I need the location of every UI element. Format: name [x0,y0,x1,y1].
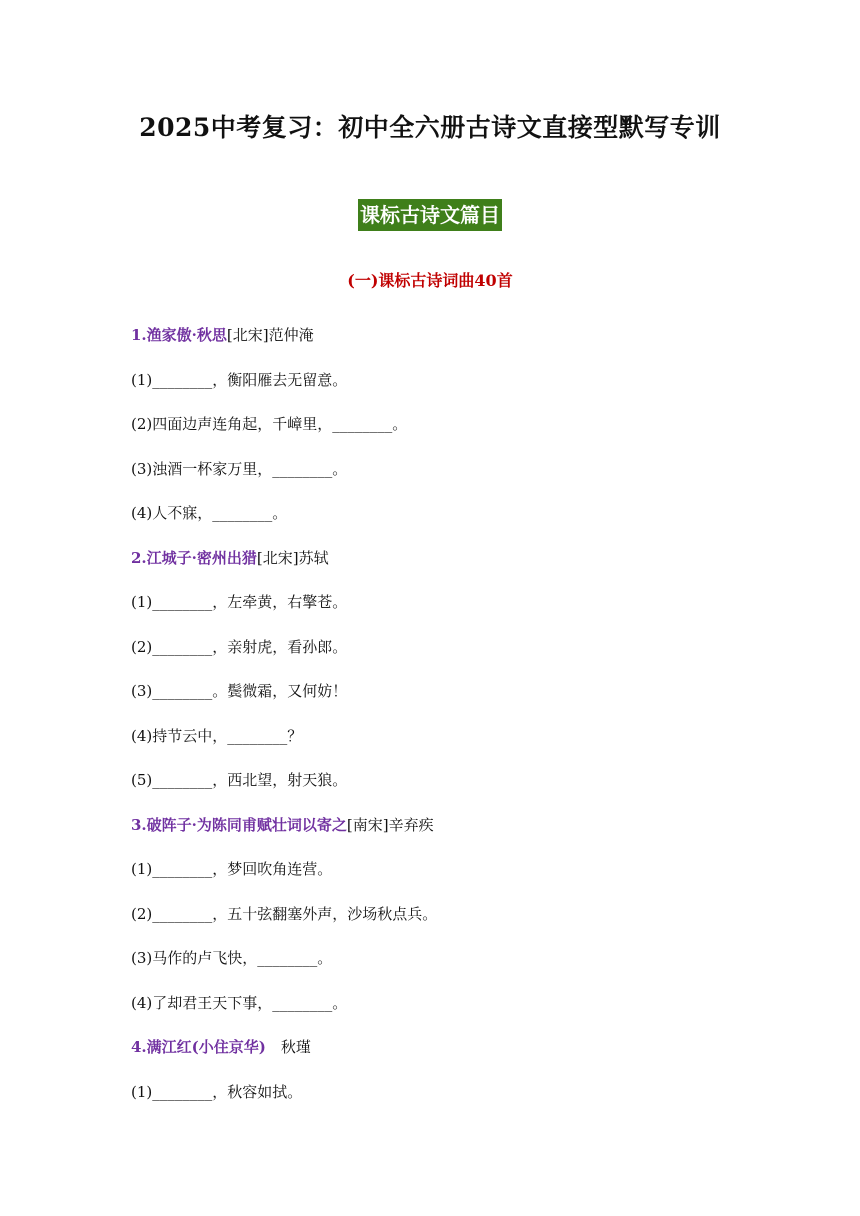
fill-blank-item: (1)________，梦回吹角连营。 [131,860,333,878]
poem-title: 2.江城子·密州出猎 [131,548,257,567]
poem-heading [131,814,831,859]
fill-blank-item: (1)________，秋容如拭。 [131,1082,303,1101]
section-heading: 课标古诗文篇目 [358,199,502,231]
poem-author: [北宋]苏轼 [256,548,329,567]
section-heading-wrap [0,199,860,231]
poem-title: 1.渔家傲·秋思 [131,326,227,344]
fill-blank-item: (2)________，五十弦翻塞外声，沙场秋点兵。 [131,904,438,923]
document-title: 2025中考复习：初中全六册古诗文直接型默写专训 [139,113,721,142]
poem-heading [131,324,831,369]
poem-heading [131,547,831,592]
fill-blank-item: (2)四面边声连角起，千嶂里，________。 [131,415,408,433]
fill-blank-item: (3)浊酒一杯家万里，________。 [131,459,348,478]
poem-author: 秋瑾 [265,1038,311,1056]
poem-author: [北宋]范仲淹 [226,326,314,344]
subsection-heading: (一)课标古诗词曲40首 [347,271,513,290]
fill-blank-item: (1)________，左牵黄，右擎苍。 [131,593,348,611]
fill-blank-item: (4)持节云中，________？ [131,726,303,745]
fill-blank-item: (4)了却君王天下事，________。 [131,993,348,1012]
fill-blank-item: (5)________，西北望，射天狼。 [131,771,348,789]
fill-blank-item: (1)________，衡阳雁去无留意。 [131,370,348,389]
poem-heading [131,1036,831,1081]
fill-blank-item: (3)________。鬓微霜，又何妨！ [131,682,348,700]
fill-blank-item: (3)马作的卢飞快，________。 [131,949,333,967]
fill-blank-item: (2)________，亲射虎，看孙郎。 [131,637,348,656]
poem-title: 3.破阵子·为陈同甫赋壮词以寄之 [131,815,347,834]
poem-title: 4.满江红(小住京华) [131,1038,266,1056]
poem-list [131,324,831,1125]
poem-author: [南宋]辛弃疾 [346,815,434,834]
fill-blank-item: (4)人不寐，________。 [131,504,288,522]
